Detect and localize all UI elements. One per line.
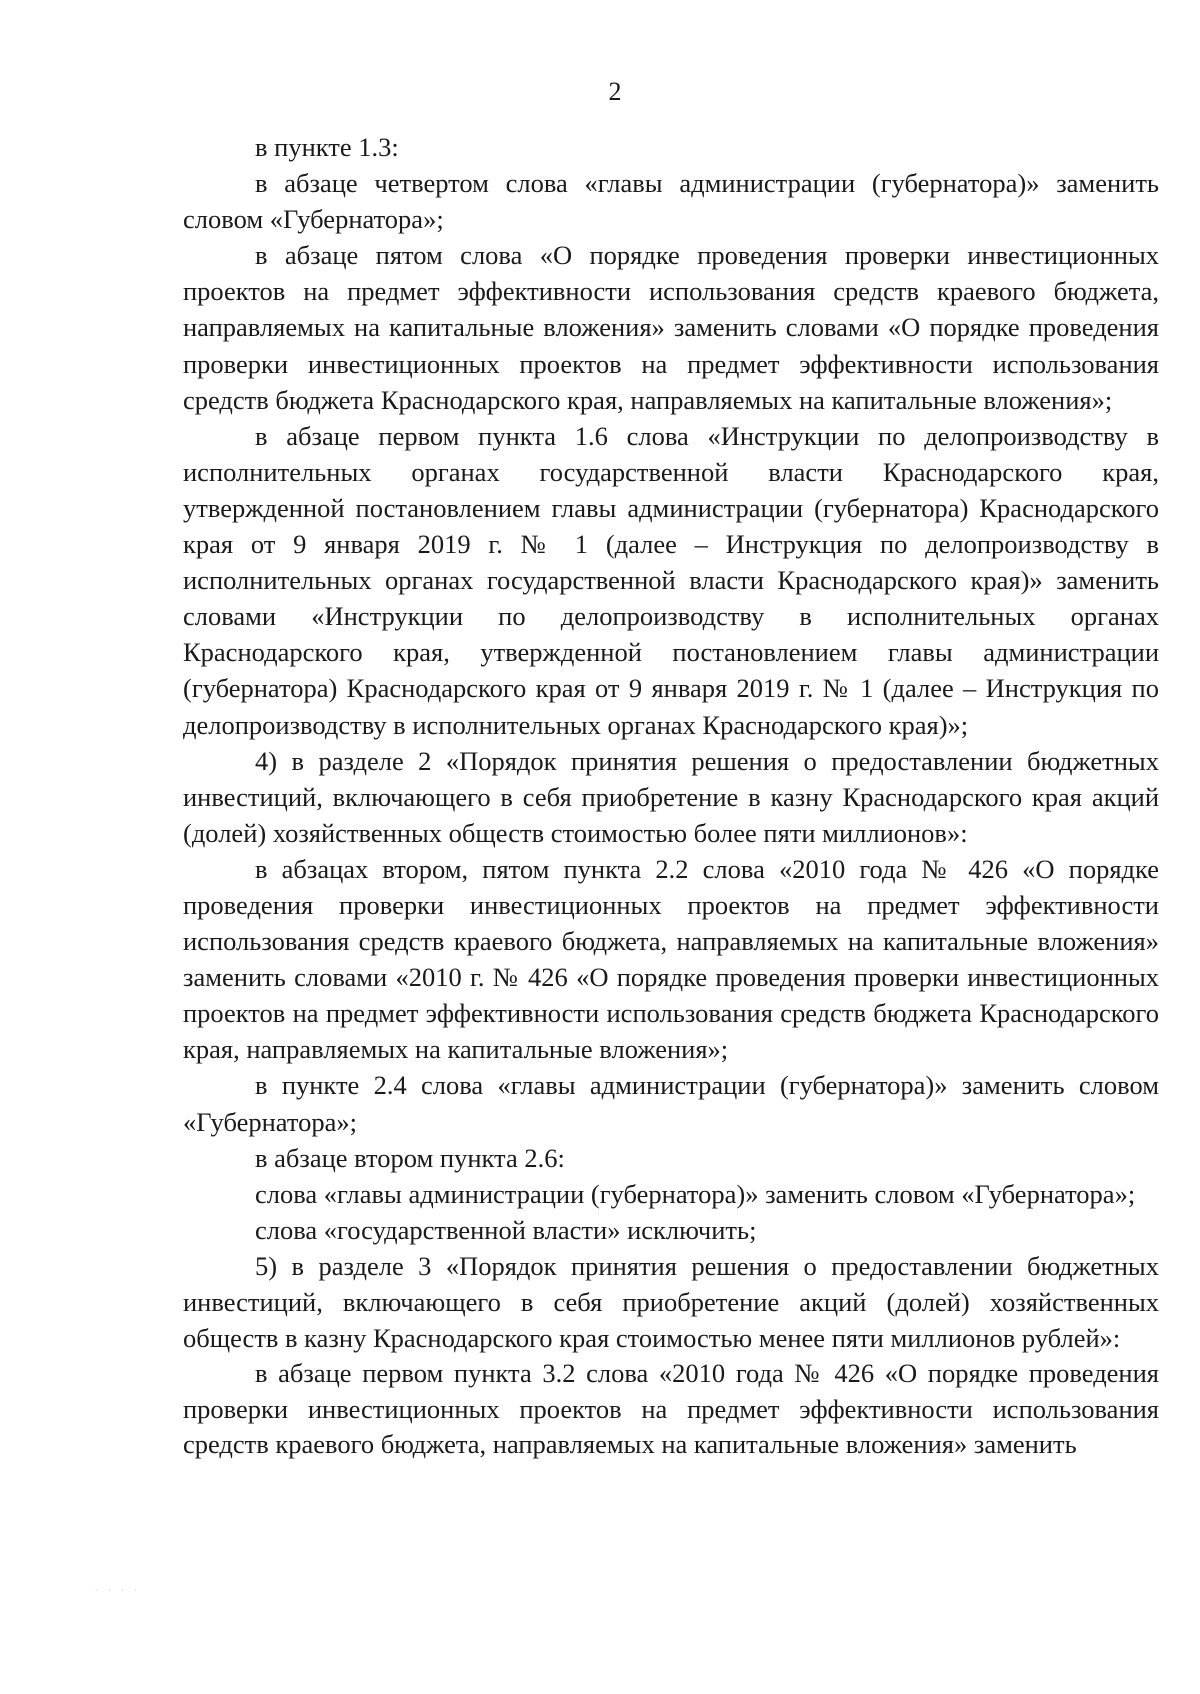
paragraph-3: в абзаце пятом слова «О порядке проведения проверки инвестиционных проектов на предмет эффективности использования средств краевого бюджета, направляемых на капитальные вложения» заменить словами «О порядке проведения проверки инвестиционных проектов на предмет эффективности использования средств бюджета Краснодарского края, направляемых на капитальные вложения»; (183, 240, 1159, 415)
paragraph-11: 5) в разделе 3 «Порядок принятия решения о предоставлении бюджетных инвестиций, включающего в себя приобретение акций (долей) хозяйственных обществ в казну Краснодарского края стоимостью менее пяти миллионов рублей»: (183, 1250, 1159, 1354)
paragraph-10: слова «государственной власти» исключить; (255, 1214, 757, 1245)
page-number: 2 (608, 77, 622, 106)
paragraph-4: в абзаце первом пункта 1.6 слова «Инструкции по делопроизводству в исполнительных органах государственной власти Краснодарского края, утвержденной постановлением главы администрации (губернатора) Краснодарского края от 9 января 2019 г. № 1 (далее – Инструкция по делопроизводству в исполнительных органах государственной власти Краснодарского края)» заменить словами «Инструкции по делопроизводству в исполнительных органах Краснодарского края, утвержденной постановлением главы администрации (губернатора) Краснодарского края от 9 января 2019 г. № 1 (далее – Инструкция по делопроизводству в исполнительных органах Краснодарского края)»; (183, 420, 1159, 740)
document-body (183, 129, 1159, 1463)
paragraph-7: в пункте 2.4 слова «главы администрации (губернатора)» заменить словом «Губернатора»; (183, 1070, 1159, 1137)
paragraph-12: в абзаце первом пункта 3.2 слова «2010 года № 426 «О порядке проведения проверки инвестиционных проектов на предмет эффективности использования средств краевого бюджета, направляемых на капитальные вложения» заменить (183, 1358, 1159, 1460)
paragraph-8: в абзаце втором пункта 2.6: (255, 1142, 565, 1173)
paragraph-9: слова «главы администрации (губернатора)» заменить словом «Губернатора»; (255, 1178, 1136, 1209)
paragraph-5: 4) в разделе 2 «Порядок принятия решения о предоставлении бюджетных инвестиций, включающего в себя приобретение в казну Краснодарского края акций (долей) хозяйственных обществ стоимостью более пяти миллионов»: (183, 745, 1159, 848)
paragraph-2: в абзаце четвертом слова «главы администрации (губернатора)» заменить словом «Губернатора»; (183, 168, 1159, 235)
paragraph-6: в абзацах втором, пятом пункта 2.2 слова «2010 года № 426 «О порядке проведения проверки инвестиционных проектов на предмет эффективности использования средств краевого бюджета, направляемых на капитальные вложения» заменить словами «2010 г. № 426 «О порядке проведения проверки инвестиционных проектов на предмет эффективности использования средств бюджета Краснодарского края, направляемых на капитальные вложения»; (183, 853, 1159, 1065)
paragraph-1: в пункте 1.3: (255, 132, 399, 162)
scan-artifact: · · · · (95, 1586, 141, 1595)
